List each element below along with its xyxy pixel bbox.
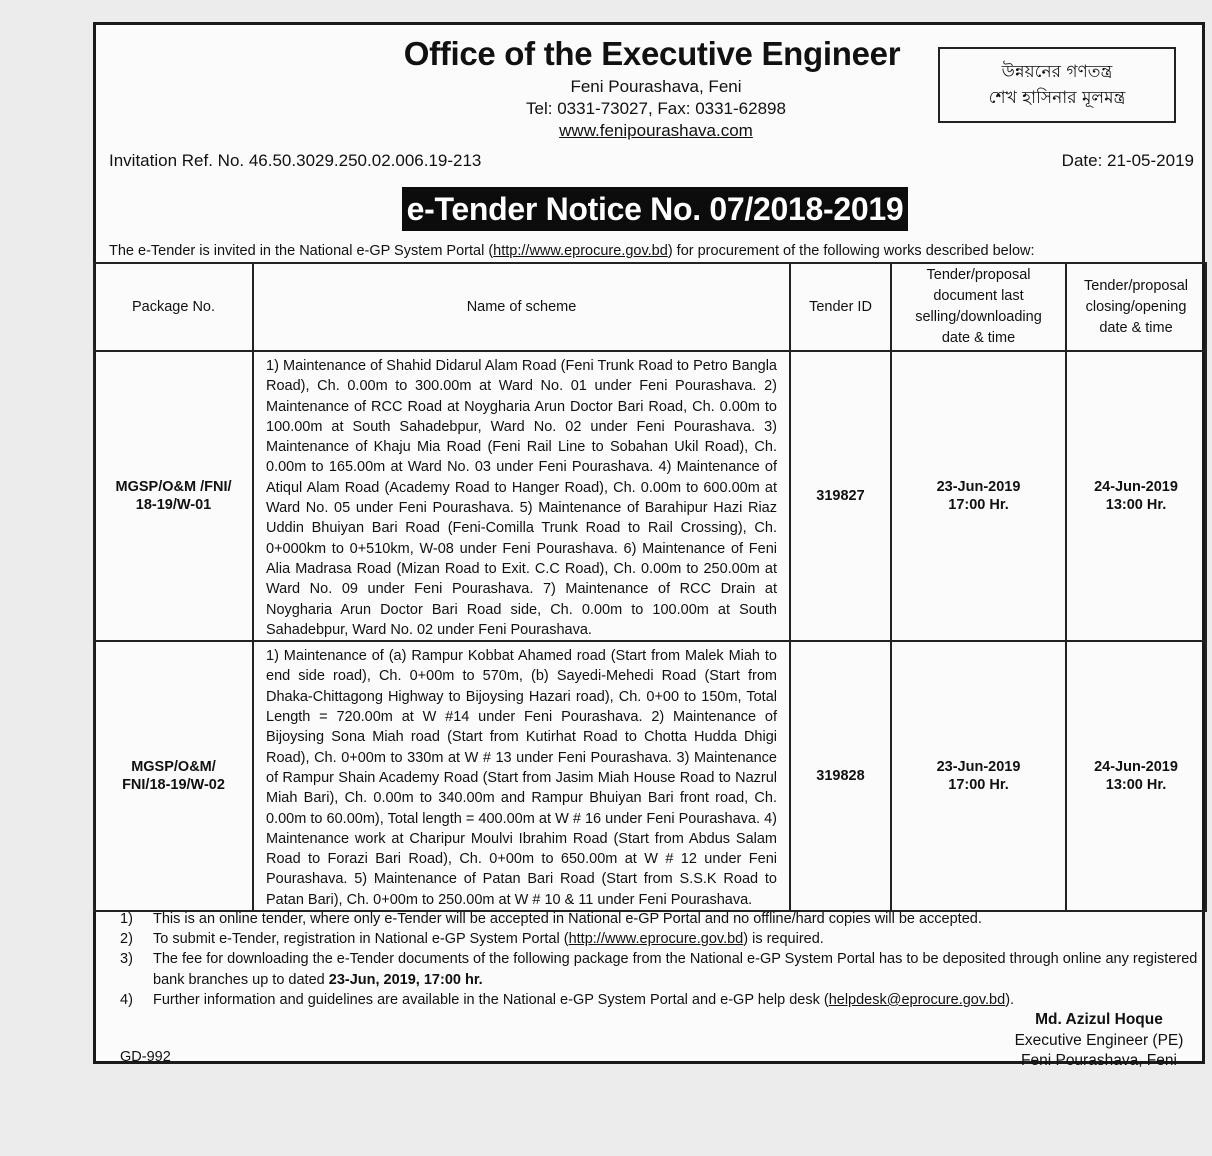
- header-closing-line: date & time: [1099, 319, 1173, 336]
- header-selling-line: document last: [933, 288, 1024, 304]
- closing-time: 13:00 Hr.: [1105, 777, 1167, 794]
- selling-date-cell: [891, 351, 1066, 641]
- package-cell: [94, 351, 253, 641]
- intro-text-after: ) for procurement of the following works described below:: [667, 243, 1035, 259]
- footnote-1: [120, 909, 1208, 929]
- footnote-text: [153, 990, 1208, 1010]
- office-contact: Tel: 0331-73027, Fax: 0331-62898: [526, 99, 786, 118]
- closing-date: 24-Jun-2019: [1094, 479, 1178, 496]
- selling-date: 23-Jun-2019: [936, 759, 1021, 776]
- header-closing-line: Tender/proposal: [1084, 277, 1188, 294]
- gd-number: GD-992: [120, 1049, 171, 1065]
- office-website-link[interactable]: www.fenipourashava.com: [559, 121, 753, 140]
- package-line: MGSP/O&M/: [131, 759, 216, 776]
- footnote-text: [153, 949, 1208, 989]
- header-selling-line: date & time: [941, 330, 1016, 346]
- slogan-line-1: উন্নয়নের গণতন্ত্র: [1001, 62, 1113, 82]
- office-title: Office of the Executive Engineer: [403, 35, 901, 72]
- office-location: Feni Pourashava, Feni: [570, 77, 742, 96]
- footnote-number: 4): [120, 991, 133, 1008]
- scheme-cell: 1) Maintenance of (a) Rampur Kobbat Ahamed road (Start from Malek Miah to end side road), Ch. 0+00m to 570m, (b) Sayedi-Mehedi Road (Start from Dhaka-Chittagong Highway to Bijoysing Hazari road), Ch. 0+00 to 150m, Total Length = 720.00m at W #14 under Feni Pourashava. 2) Maintenance of Bijoysing Sona Miah road (Start from Kutirhat Road to Chotta Hudda Dhigi Road), Ch. 0+00m to 330m at W # 13 under Feni Pourashava. 3) Maintenance of Rampur Shain Academy Road (Start from Jasim Miah House Road to Nazrul Miah Bari), Ch. 0.00m to 340.00m and Rampur Bhuiyan Bari front road, Ch. 0.00m to 60.00m), Total length = 400.00m at W # 16 under Feni Pourashava. 4) Maintenance work at Charipur Moulvi Ibrahim Road (Start from Abdus Salam Road to Forazi Bari Road), Ch. 0+00m to 650.00m at W # 12 under Feni Pourashava. 5) Maintenance of Patan Bari Road (Start from S.S.K Road to Patan Bari), Ch. 0+00m to 250.00m at W # 10 & 11 under Feni Pourashava.: [253, 641, 790, 911]
- footnote-number: 2): [120, 931, 133, 948]
- intro-text-before: The e-Tender is invited in the National e-GP System Portal (: [109, 243, 494, 259]
- package-cell: [94, 641, 253, 911]
- table-row: [94, 351, 1206, 641]
- footnote-text-after: ).: [1005, 991, 1015, 1008]
- header-closing-line: closing/opening: [1085, 298, 1187, 315]
- slogan-line-2: শেখ হাসিনার মূলমন্ত্র: [988, 88, 1126, 108]
- footnote-number: 3): [120, 951, 133, 968]
- eprocure-link[interactable]: http://www.eprocure.gov.bd: [568, 931, 744, 948]
- slogan-box: [938, 47, 1176, 123]
- footnote-text: This is an online tender, where only e-Tender will be accepted in National e-GP Portal and no offline/hard copies will be accepted.: [153, 911, 982, 927]
- tender-table: [93, 262, 1207, 912]
- tender-notice: [93, 22, 1205, 1069]
- header-closing-date: [1066, 263, 1206, 351]
- table-header-row: [94, 263, 1206, 351]
- helpdesk-email-link[interactable]: helpdesk@eprocure.gov.bd: [828, 991, 1006, 1008]
- signer-designation: Executive Engineer (PE): [1014, 1031, 1184, 1049]
- footnote-number: 1): [120, 911, 133, 927]
- invitation-reference: Invitation Ref. No. 46.50.3029.250.02.006.19-213: [109, 151, 482, 170]
- tender-id-cell: 319827: [790, 351, 891, 641]
- footnote-text-after: ) is required.: [743, 931, 824, 948]
- deadline-date: 23-Jun, 2019, 17:00 hr.: [328, 971, 483, 988]
- notice-date: Date: 21-05-2019: [1061, 151, 1194, 170]
- header-package: Package No.: [94, 263, 253, 351]
- closing-date-cell: [1066, 641, 1206, 911]
- footnote-3: [120, 949, 1208, 989]
- signature-block: [1014, 1010, 1184, 1072]
- footnote-text-before: To submit e-Tender, registration in National e-GP System Portal (: [153, 931, 569, 948]
- closing-time: 13:00 Hr.: [1105, 497, 1167, 514]
- header-selling-date: [891, 263, 1066, 351]
- footnote-text-before: The fee for downloading the e-Tender documents of the following package from the National e-GP System Portal has to be deposited through online any registered bank branches up to dated: [153, 951, 1198, 988]
- footnote-4: [120, 990, 1208, 1010]
- closing-date: 24-Jun-2019: [1094, 759, 1178, 776]
- footnote-text: [153, 929, 1208, 949]
- closing-date-cell: [1066, 351, 1206, 641]
- header-selling-line: Tender/proposal: [926, 267, 1031, 283]
- footnote-2: [120, 929, 1208, 949]
- scheme-cell: 1) Maintenance of Shahid Didarul Alam Road (Feni Trunk Road to Petro Bangla Road), Ch. 0.00m to 300.00m at Ward No. 01 under Feni Pourashava. 2) Maintenance of RCC Road at Noygharia Arun Doctor Bari Road, Ch. 0.00m to 100.00m at South Sahadebpur, Ward No. 02 under Feni Pourashava. 3) Maintenance of Khaju Mia Road (Feni Rail Line to Sobahan Ukil Road), Ch. 0.00m to 165.00m at Ward No. 03 under Feni Pourashava. 4) Maintenance of Atiqul Alam Road (Academy Road to Hanger Road), Ch. 0.00m to 600.00m at Ward No. 05 under Feni Pourashava. 5) Maintenance of Barahipur Hazi Riaz Uddin Bhuiyan Bari Road (Feni-Comilla Trunk Road to Rail Crossing), Ch. 0+000km to 0+510km, W-08 under Feni Pourashava. 6) Maintenance of Feni Alia Madrasa Road (Mizan Road to Exit. C.C Road), Ch. 0.00m to 250.00m at Ward No. 09 under Feni Pourashava. 7) Maintenance of RCC Drain at Noygharia Arun Doctor Bari Road side, Ch. 0.00m to 100.00m at South Sahadebpur, Ward No. 02 under Feni Pourashava.: [253, 351, 790, 641]
- selling-date: 23-Jun-2019: [936, 479, 1021, 496]
- selling-time: 17:00 Hr.: [948, 497, 1009, 514]
- package-line: 18-19/W-01: [135, 497, 212, 514]
- table-row: [94, 641, 1206, 911]
- signer-name: Md. Azizul Hoque: [1035, 1011, 1163, 1028]
- selling-date-cell: [891, 641, 1066, 911]
- tender-notice-title: e-Tender Notice No. 07/2018-2019: [402, 187, 908, 231]
- signer-office: Feni Pourashava, Feni: [1021, 1052, 1177, 1069]
- header-tender-id: Tender ID: [790, 263, 891, 351]
- selling-time: 17:00 Hr.: [948, 777, 1009, 794]
- footnotes: [120, 909, 1208, 1010]
- package-line: FNI/18-19/W-02: [122, 777, 225, 794]
- footnote-text-before: Further information and guidelines are available in the National e-GP System Portal and e-GP help desk (: [153, 991, 829, 1008]
- intro-text: [109, 243, 1035, 259]
- header-selling-line: selling/downloading: [915, 309, 1042, 325]
- header-scheme: Name of scheme: [253, 263, 790, 351]
- package-line: MGSP/O&M /FNI/: [115, 479, 232, 496]
- eprocure-link[interactable]: http://www.eprocure.gov.bd: [493, 243, 668, 259]
- tender-id-cell: 319828: [790, 641, 891, 911]
